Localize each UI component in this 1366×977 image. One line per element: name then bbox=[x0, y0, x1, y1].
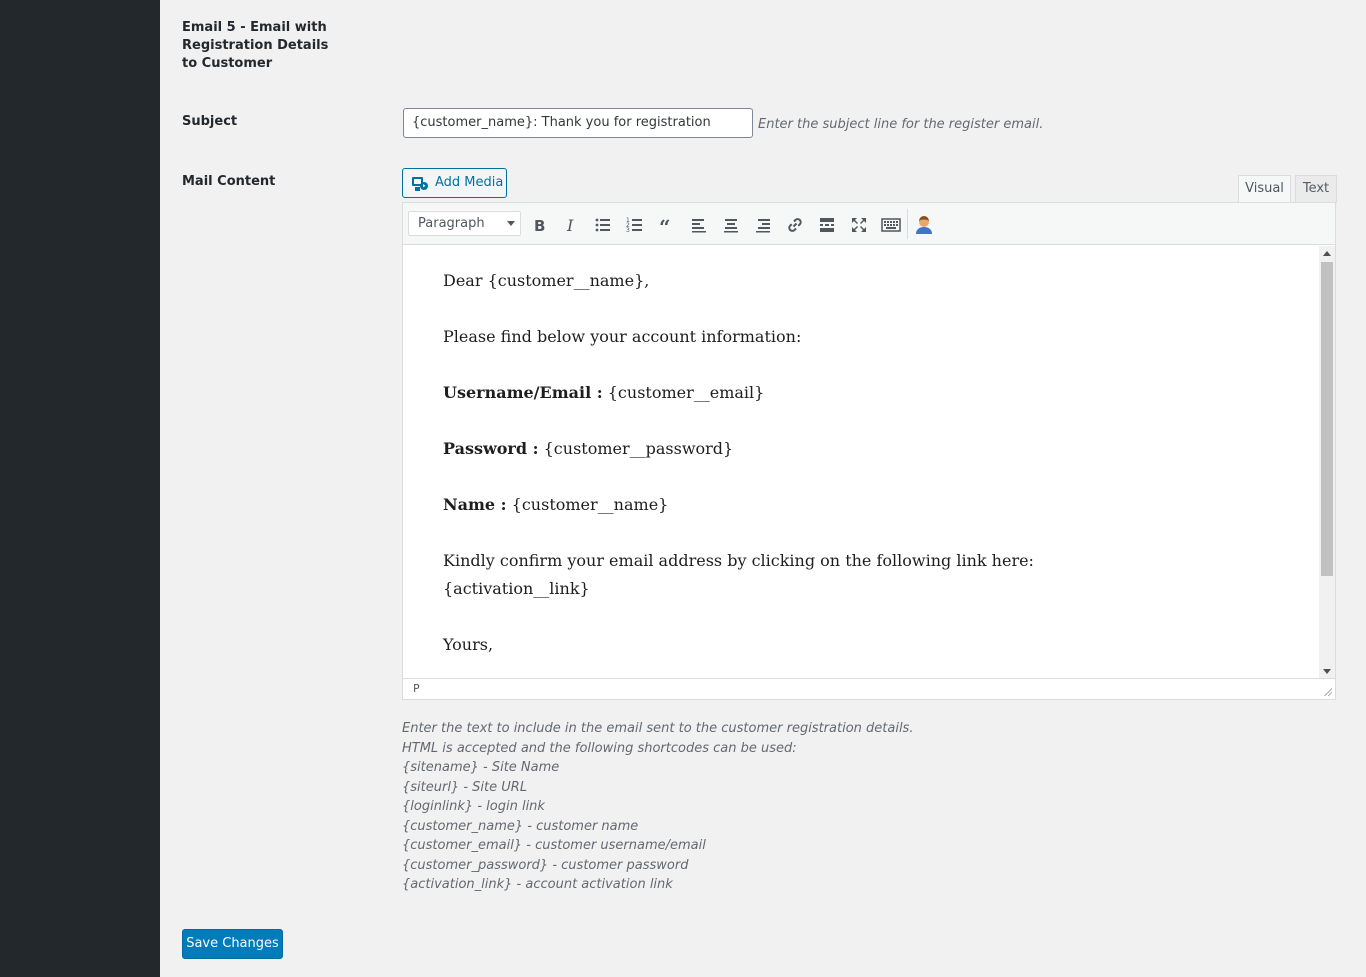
numbered-list-button[interactable] bbox=[621, 211, 649, 239]
activation-link-line: {activation__link} bbox=[443, 579, 590, 598]
mail-editor bbox=[402, 202, 1336, 700]
svg-text:B: B bbox=[534, 217, 546, 235]
username-label: Username/Email : bbox=[443, 383, 603, 402]
scroll-down-icon[interactable] bbox=[1323, 669, 1331, 674]
admin-sidebar bbox=[0, 0, 160, 977]
editor-scrollbar[interactable] bbox=[1319, 246, 1335, 679]
align-center-button[interactable] bbox=[717, 211, 745, 239]
numbered-list-icon bbox=[625, 215, 645, 235]
user-button[interactable] bbox=[910, 211, 938, 239]
tab-visual[interactable]: Visual bbox=[1238, 175, 1291, 203]
add-media-label: Add Media bbox=[435, 175, 504, 190]
blockquote-icon bbox=[657, 215, 677, 235]
tab-text[interactable]: Text bbox=[1295, 175, 1337, 203]
blockquote-button[interactable] bbox=[653, 211, 681, 239]
read-more-button[interactable] bbox=[813, 211, 841, 239]
help-line: {loginlink} - login link bbox=[402, 799, 545, 814]
resize-handle-icon[interactable] bbox=[1323, 687, 1332, 696]
confirm-line: Kindly confirm your email address by clicking on the following link here: bbox=[443, 551, 1034, 570]
align-right-icon bbox=[753, 215, 773, 235]
toolbar-separator bbox=[907, 209, 908, 239]
svg-text:2: 2 bbox=[626, 222, 630, 229]
toolbar-toggle-button[interactable] bbox=[877, 211, 905, 239]
align-left-icon bbox=[689, 215, 709, 235]
name-line bbox=[443, 491, 668, 519]
section-title: Email 5 - Email with Registration Details to Customer bbox=[182, 20, 329, 71]
align-right-button[interactable] bbox=[749, 211, 777, 239]
bullet-list-button[interactable] bbox=[589, 211, 617, 239]
chevron-down-icon bbox=[507, 221, 515, 226]
svg-text:I: I bbox=[567, 216, 574, 235]
subject-input[interactable]: {customer_name}: Thank you for registration bbox=[403, 108, 753, 138]
format-select-value: Paragraph bbox=[418, 216, 485, 231]
settings-content bbox=[160, 0, 1366, 977]
intro-line: Please find below your account information: bbox=[443, 327, 802, 346]
scroll-thumb[interactable] bbox=[1321, 262, 1333, 576]
toolbar-toggle-icon bbox=[881, 215, 901, 235]
subject-label: Subject bbox=[182, 114, 238, 129]
password-label: Password : bbox=[443, 439, 539, 458]
closing-line: Yours, bbox=[443, 635, 494, 654]
scroll-up-icon[interactable] bbox=[1323, 251, 1331, 256]
help-line: {siteurl} - Site URL bbox=[402, 779, 528, 795]
element-path[interactable]: P bbox=[413, 682, 420, 695]
help-line: {customer_name} - customer name bbox=[402, 818, 639, 834]
name-label: Name : bbox=[443, 495, 507, 514]
username-line bbox=[443, 379, 764, 407]
help-line: {customer_password} - customer password bbox=[402, 857, 689, 873]
format-select[interactable] bbox=[408, 211, 521, 236]
editor-toolbar bbox=[403, 203, 1335, 245]
editor-statusbar bbox=[403, 678, 1335, 699]
align-left-button[interactable] bbox=[685, 211, 713, 239]
italic-button[interactable] bbox=[557, 211, 585, 239]
svg-text:3: 3 bbox=[626, 227, 630, 234]
link-icon bbox=[785, 215, 805, 235]
name-value: {customer__name} bbox=[506, 495, 669, 514]
svg-text:“: “ bbox=[659, 215, 671, 235]
bold-icon bbox=[529, 215, 549, 235]
align-center-icon bbox=[721, 215, 741, 235]
help-line: {sitename} - Site Name bbox=[402, 760, 560, 775]
media-icon bbox=[411, 175, 429, 191]
help-line: {activation_link} - account activation link bbox=[402, 877, 673, 892]
bullet-list-icon bbox=[593, 215, 613, 235]
read-more-icon bbox=[817, 215, 837, 235]
password-value: {customer__password} bbox=[538, 439, 734, 458]
add-media-button[interactable] bbox=[402, 168, 507, 198]
svg-text:1: 1 bbox=[626, 217, 630, 224]
username-value: {customer__email} bbox=[602, 383, 765, 402]
help-text bbox=[402, 719, 1102, 895]
user-icon bbox=[914, 215, 934, 235]
fullscreen-button[interactable] bbox=[845, 211, 873, 239]
mail-content-label: Mail Content bbox=[182, 174, 276, 189]
save-changes-button[interactable]: Save Changes bbox=[182, 929, 283, 959]
subject-description: Enter the subject line for the register email. bbox=[758, 117, 1044, 132]
italic-icon bbox=[561, 215, 581, 235]
bold-button[interactable] bbox=[525, 211, 553, 239]
help-line: Enter the text to include in the email sent to the customer registration details. bbox=[402, 721, 914, 736]
greeting-line: Dear {customer__name}, bbox=[443, 271, 650, 290]
link-button[interactable] bbox=[781, 211, 809, 239]
password-line bbox=[443, 435, 733, 463]
help-line: HTML is accepted and the following shortcodes can be used: bbox=[402, 740, 797, 756]
fullscreen-icon bbox=[849, 215, 869, 235]
help-line: {customer_email} - customer username/email bbox=[402, 838, 706, 853]
editor-content[interactable] bbox=[403, 246, 1320, 679]
